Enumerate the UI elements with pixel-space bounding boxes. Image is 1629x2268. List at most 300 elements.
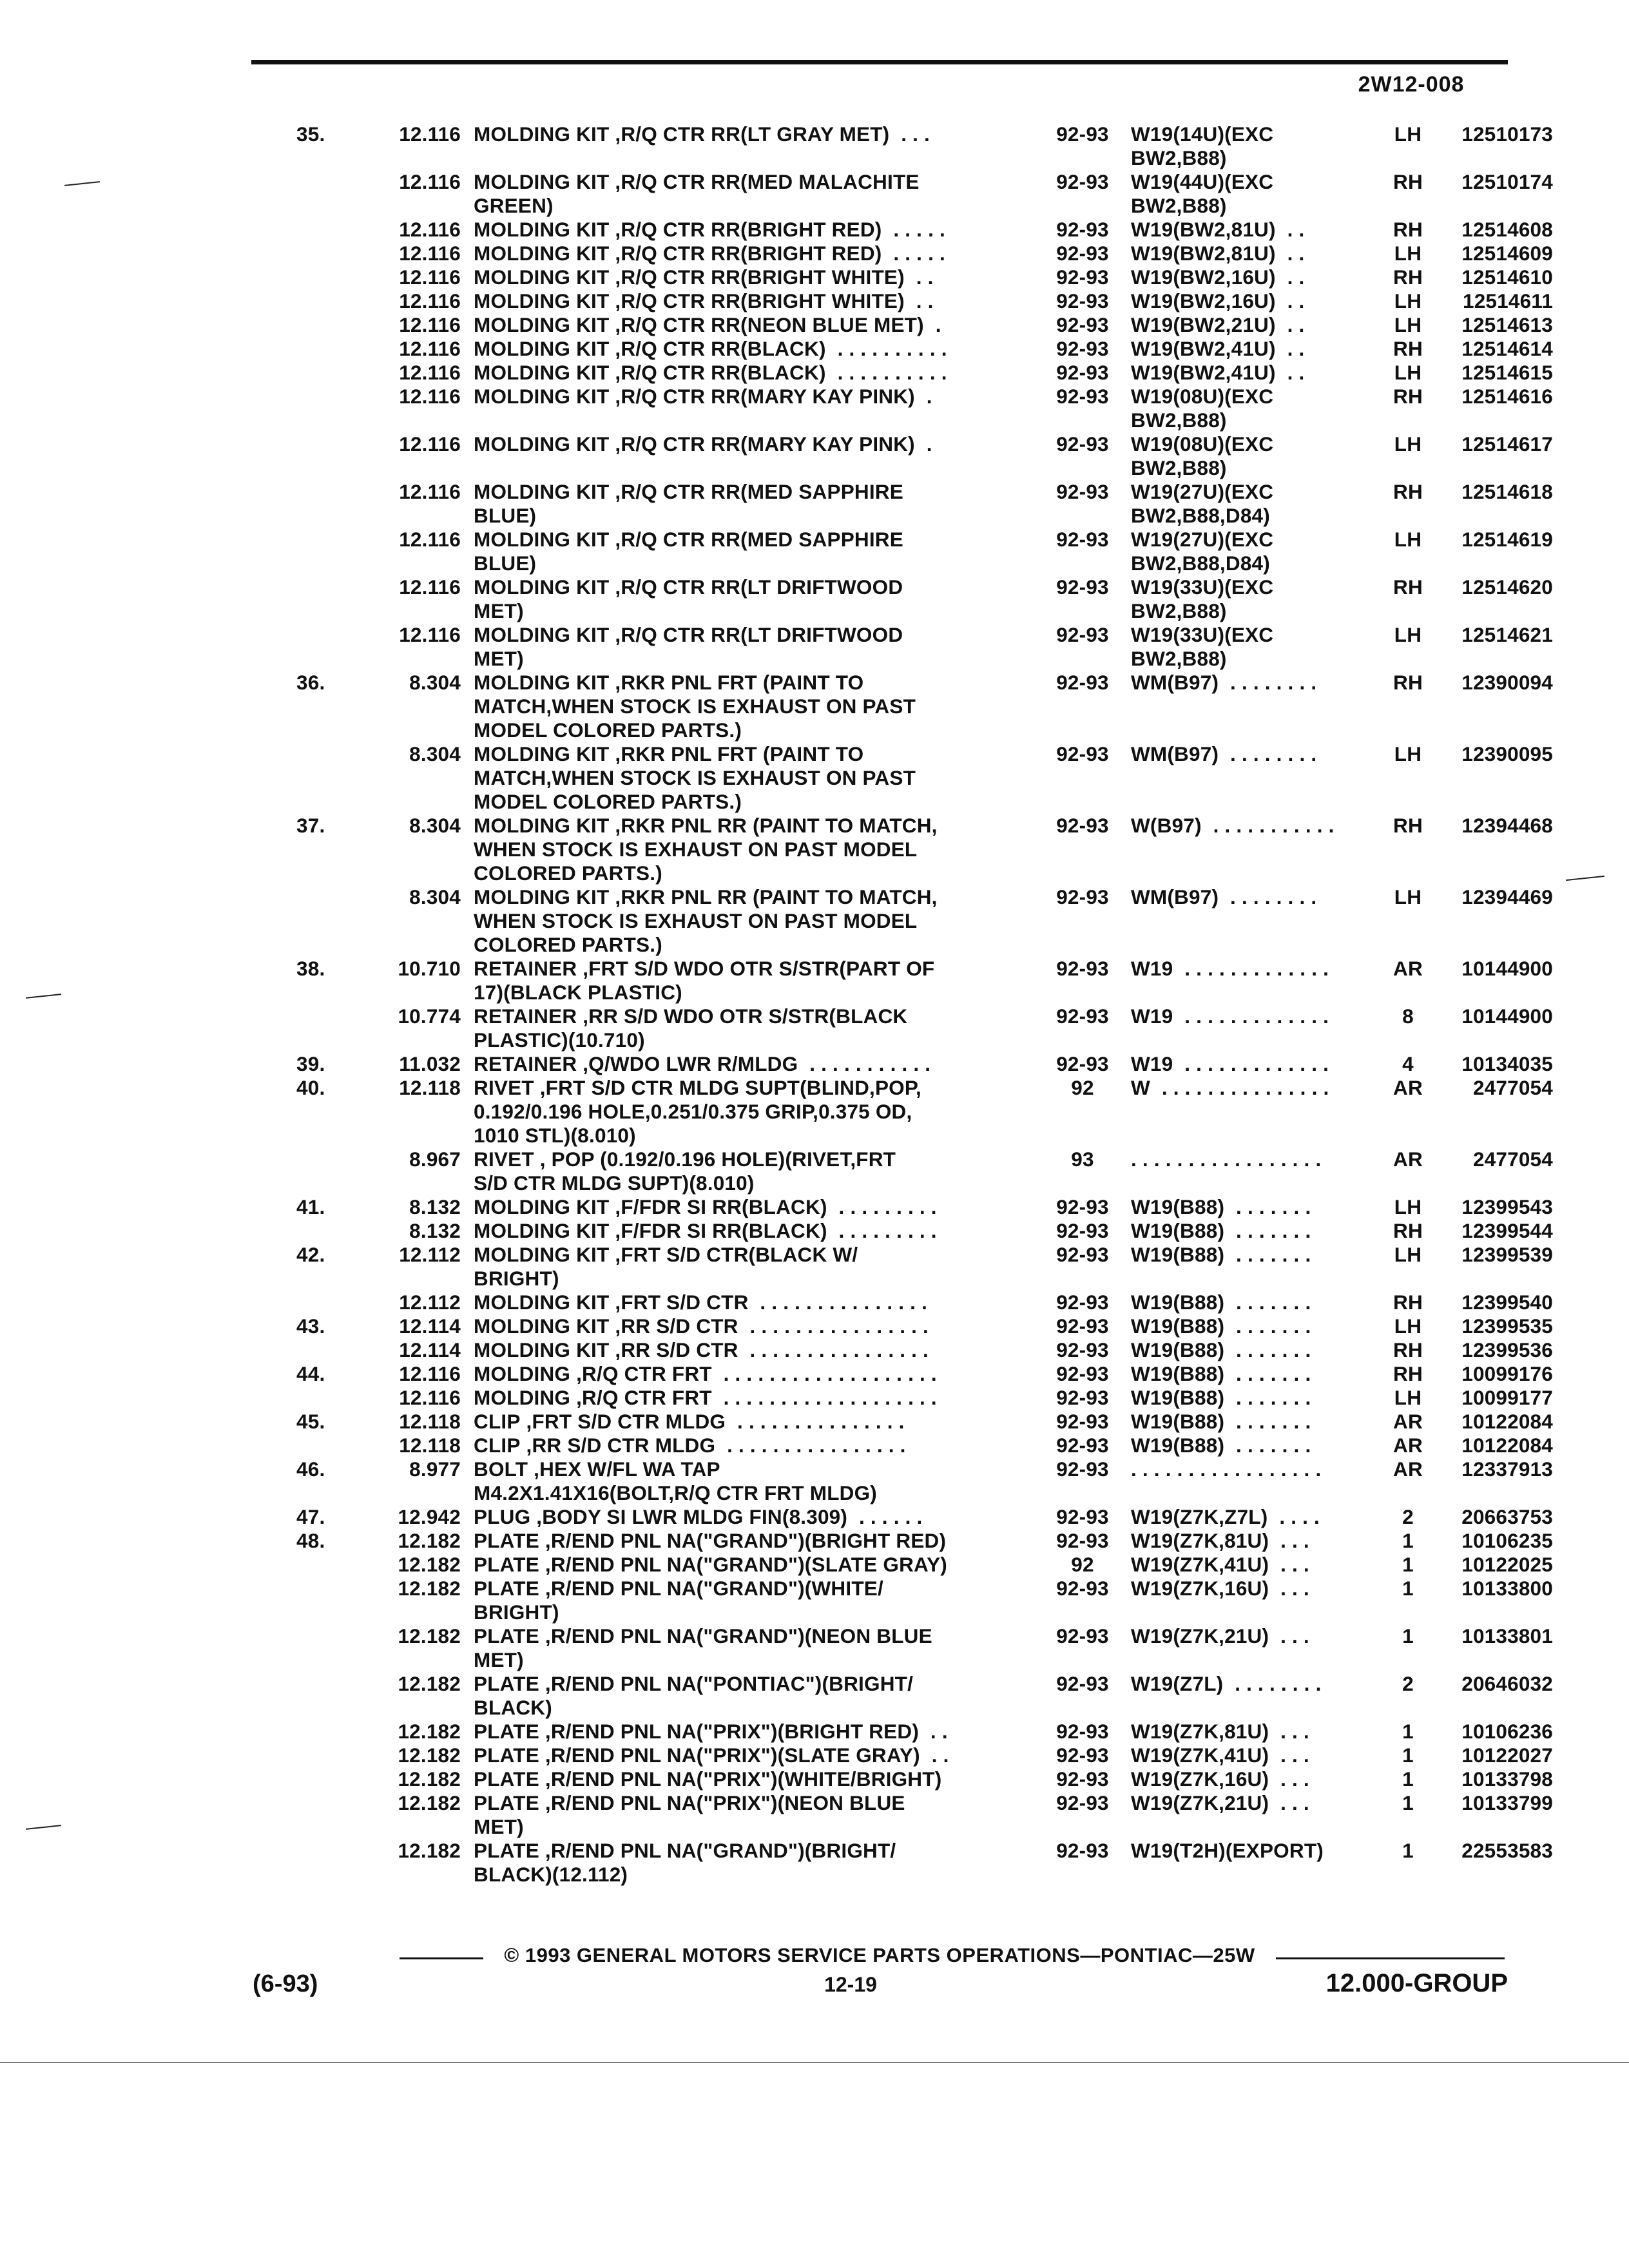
- model-usage: WM(B97) . . . . . . . .: [1131, 742, 1317, 765]
- table-row: [293, 361, 1553, 385]
- part-keyword: MOLDING KIT: [474, 885, 610, 908]
- part-number: 12514614: [1461, 337, 1553, 360]
- part-number: 12514621: [1461, 623, 1553, 646]
- part-keyword: PLATE: [474, 1672, 539, 1695]
- part-detail: ,R/Q CTR RR(LT GRAY MET) . . .: [609, 122, 930, 146]
- quantity-or-side: AR: [1393, 1457, 1423, 1481]
- part-detail: ,Q/WDO LWR R/MLDG . . . . . . . . . . .: [577, 1052, 931, 1075]
- model-years: 92-93: [1056, 957, 1109, 980]
- part-description: [474, 671, 1034, 742]
- model-usage: W . . . . . . . . . . . . . . .: [1131, 1076, 1329, 1099]
- model-years: 92-93: [1056, 1529, 1109, 1552]
- item-ref-number: [293, 1434, 371, 1457]
- group-number: 12.182: [398, 1529, 461, 1552]
- part-description: [474, 575, 1034, 623]
- model-years: 92-93: [1056, 1291, 1109, 1314]
- group-number: 8.304: [409, 742, 461, 765]
- part-detail: ,FRT S/D CTR MLDG SUPT(BLIND,POP, 0.192/0.196 HOLE,0.251/0.375 GRIP,0.375 OD, 1010 STL)(8.010): [474, 1076, 921, 1147]
- part-detail: ,F/FDR SI RR(BLACK) . . . . . . . . .: [609, 1195, 937, 1218]
- item-ref-number: 47.: [296, 1505, 325, 1528]
- item-ref-number: [293, 742, 371, 814]
- table-row: [293, 1386, 1553, 1410]
- margin-mark: [1566, 876, 1605, 881]
- part-description: [474, 1052, 1034, 1076]
- part-number: 12399535: [1461, 1314, 1553, 1338]
- group-number: 12.182: [398, 1672, 461, 1695]
- model-usage: W19(08U)(EXC BW2,B88): [1131, 385, 1274, 432]
- part-keyword: MOLDING: [474, 1386, 571, 1409]
- part-description: [474, 1076, 1034, 1148]
- model-usage: WM(B97) . . . . . . . .: [1131, 885, 1317, 908]
- model-years: 92-93: [1056, 242, 1109, 265]
- part-description: [474, 265, 1034, 289]
- table-row: [293, 1744, 1553, 1767]
- part-number: 12399539: [1461, 1243, 1553, 1266]
- item-ref-number: [293, 218, 371, 242]
- part-description: [474, 1148, 1034, 1195]
- model-years: 92-93: [1056, 385, 1109, 408]
- part-keyword: MOLDING KIT: [474, 814, 610, 837]
- part-keyword: PLATE: [474, 1529, 539, 1552]
- model-usage: W19(B88) . . . . . . .: [1131, 1386, 1311, 1409]
- part-description: [474, 1457, 1034, 1505]
- part-keyword: PLATE: [474, 1720, 539, 1743]
- quantity-or-side: RH: [1393, 1362, 1423, 1385]
- group-number: 8.967: [409, 1148, 461, 1171]
- item-ref-number: [293, 1720, 371, 1744]
- table-row: [293, 528, 1553, 575]
- part-detail: ,R/Q CTR RR(BRIGHT WHITE) . .: [609, 289, 934, 312]
- quantity-or-side: 1: [1402, 1553, 1414, 1576]
- item-ref-number: [293, 1577, 371, 1624]
- model-usage: W19(Z7L) . . . . . . . .: [1131, 1672, 1322, 1695]
- part-number: 10133799: [1461, 1791, 1553, 1814]
- part-keyword: RETAINER: [474, 1004, 577, 1028]
- table-row: [293, 480, 1553, 528]
- group-number: 8.304: [409, 814, 461, 837]
- part-number: 12514608: [1461, 218, 1553, 241]
- table-row: [293, 671, 1553, 742]
- part-keyword: MOLDING: [474, 1362, 571, 1385]
- part-keyword: MOLDING KIT: [474, 742, 610, 765]
- part-number: 10122084: [1461, 1434, 1553, 1457]
- table-row: [293, 1553, 1553, 1577]
- part-keyword: MOLDING KIT: [474, 385, 610, 408]
- item-ref-number: 48.: [296, 1529, 325, 1552]
- part-description: [474, 432, 1034, 480]
- table-row: [293, 1338, 1553, 1362]
- quantity-or-side: LH: [1394, 361, 1422, 384]
- model-usage: W19(BW2,81U) . .: [1131, 218, 1305, 241]
- item-ref-number: 42.: [296, 1243, 325, 1266]
- part-number: 12390094: [1461, 671, 1553, 694]
- model-years: 92-93: [1056, 1195, 1109, 1218]
- group-number: 12.116: [399, 265, 461, 289]
- item-ref-number: [293, 1386, 371, 1410]
- table-row: [293, 313, 1553, 337]
- part-keyword: MOLDING KIT: [474, 1219, 610, 1242]
- part-description: [474, 1314, 1034, 1338]
- group-number: 10.710: [398, 957, 461, 980]
- item-ref-number: 37.: [296, 814, 325, 837]
- part-description: [474, 1410, 1034, 1434]
- part-keyword: MOLDING KIT: [474, 671, 610, 694]
- part-number: 12514616: [1461, 385, 1553, 408]
- part-description: [474, 1767, 1034, 1791]
- quantity-or-side: 1: [1402, 1839, 1414, 1862]
- part-description: [474, 623, 1034, 671]
- model-years: 92: [1071, 1553, 1094, 1576]
- table-row: [293, 1314, 1553, 1338]
- group-number: 8.132: [409, 1219, 461, 1242]
- part-number: 12399543: [1461, 1195, 1553, 1218]
- part-number: 10106235: [1461, 1529, 1553, 1552]
- group-number: 12.116: [399, 480, 461, 503]
- part-description: [474, 313, 1034, 337]
- group-number: 12.116: [399, 623, 461, 646]
- revision-date: (6-93): [253, 1970, 318, 1997]
- part-keyword: MOLDING KIT: [474, 361, 610, 384]
- copyright-notice: © 1993 GENERAL MOTORS SERVICE PARTS OPERATIONS—PONTIAC—25W: [504, 1944, 1255, 1966]
- part-detail: ,RKR PNL RR (PAINT TO MATCH, WHEN STOCK IS EXHAUST ON PAST MODEL COLORED PARTS.): [474, 885, 938, 956]
- table-row: [293, 885, 1553, 957]
- group-number: 11.032: [399, 1052, 461, 1075]
- part-detail: ,R/Q CTR RR(MED SAPPHIRE BLUE): [474, 480, 903, 527]
- table-row: [293, 742, 1553, 814]
- part-keyword: BOLT: [474, 1457, 528, 1481]
- part-number: 22553583: [1461, 1839, 1553, 1862]
- part-number: 12514610: [1461, 265, 1553, 289]
- quantity-or-side: RH: [1393, 1291, 1423, 1314]
- part-number: 10122084: [1461, 1410, 1553, 1433]
- model-usage: W19(BW2,81U) . .: [1131, 242, 1305, 265]
- quantity-or-side: RH: [1393, 575, 1423, 599]
- table-row: [293, 814, 1553, 885]
- group-number: 12.182: [398, 1720, 461, 1743]
- part-detail: ,HEX W/FL WA TAP M4.2X1.41X16(BOLT,R/Q CTR FRT MLDG): [474, 1457, 877, 1504]
- model-usage: W19(33U)(EXC BW2,B88): [1131, 575, 1274, 622]
- model-years: 92-93: [1056, 1624, 1109, 1648]
- part-detail: ,RKR PNL RR (PAINT TO MATCH, WHEN STOCK IS EXHAUST ON PAST MODEL COLORED PARTS.): [474, 814, 938, 885]
- model-usage: W19(B88) . . . . . . .: [1131, 1362, 1311, 1385]
- part-keyword: PLATE: [474, 1624, 539, 1648]
- part-number: 20663753: [1461, 1505, 1553, 1528]
- quantity-or-side: 1: [1402, 1529, 1414, 1552]
- item-ref-number: 45.: [296, 1410, 325, 1433]
- model-years: 92-93: [1056, 1004, 1109, 1028]
- model-years: 92-93: [1056, 1362, 1109, 1385]
- model-years: 92-93: [1056, 1410, 1109, 1433]
- footer-rule-right: [1276, 1957, 1505, 1959]
- quantity-or-side: RH: [1393, 337, 1423, 360]
- part-keyword: PLATE: [474, 1839, 539, 1862]
- table-row: [293, 265, 1553, 289]
- part-keyword: MOLDING KIT: [474, 528, 610, 551]
- part-description: [474, 1553, 1034, 1577]
- table-row: [293, 1577, 1553, 1624]
- group-number: 12.112: [399, 1243, 461, 1266]
- quantity-or-side: 1: [1402, 1767, 1414, 1791]
- item-ref-number: [293, 313, 371, 337]
- quantity-or-side: RH: [1393, 480, 1423, 503]
- table-row: [293, 218, 1553, 242]
- item-ref-number: [293, 1004, 371, 1052]
- quantity-or-side: 1: [1402, 1577, 1414, 1600]
- part-keyword: MOLDING KIT: [474, 432, 610, 456]
- table-row: [293, 1767, 1553, 1791]
- group-number: 8.304: [409, 885, 461, 908]
- model-usage: W19(Z7K,Z7L) . . . .: [1131, 1505, 1320, 1528]
- group-number: 12.116: [399, 313, 461, 336]
- item-ref-number: 38.: [296, 957, 325, 980]
- part-number: 10099177: [1461, 1386, 1553, 1409]
- model-usage: W19(B88) . . . . . . .: [1131, 1219, 1311, 1242]
- group-number: 12.116: [399, 218, 461, 241]
- model-years: 92-93: [1056, 1791, 1109, 1814]
- group-number: 12.116: [399, 432, 461, 456]
- part-keyword: PLATE: [474, 1553, 539, 1576]
- part-description: [474, 1624, 1034, 1672]
- item-ref-number: [293, 1672, 371, 1720]
- part-detail: ,R/Q CTR RR(MED SAPPHIRE BLUE): [474, 528, 903, 575]
- model-usage: W19(B88) . . . . . . .: [1131, 1314, 1311, 1338]
- group-number: 12.116: [399, 337, 461, 360]
- part-keyword: MOLDING KIT: [474, 1314, 610, 1338]
- part-description: [474, 289, 1034, 313]
- part-number: 10122025: [1461, 1553, 1553, 1576]
- part-detail: ,R/Q CTR RR(BRIGHT RED) . . . . .: [609, 218, 945, 241]
- quantity-or-side: LH: [1394, 289, 1422, 312]
- item-ref-number: [293, 1839, 371, 1887]
- item-ref-number: [293, 1338, 371, 1362]
- model-usage: W19(Z7K,21U) . . .: [1131, 1791, 1309, 1814]
- part-keyword: MOLDING KIT: [474, 337, 610, 360]
- item-ref-number: [293, 361, 371, 385]
- table-row: [293, 1624, 1553, 1672]
- model-years: 92-93: [1056, 218, 1109, 241]
- part-description: [474, 122, 1034, 170]
- item-ref-number: [293, 1744, 371, 1767]
- part-keyword: PLATE: [474, 1767, 539, 1791]
- part-detail: , POP (0.192/0.196 HOLE)(RIVET,FRT S/D CTR MLDG SUPT)(8.010): [474, 1148, 896, 1195]
- item-ref-number: [293, 170, 371, 218]
- group-number: 12.182: [398, 1767, 461, 1791]
- table-row: [293, 1219, 1553, 1243]
- model-usage: W19(B88) . . . . . . .: [1131, 1195, 1311, 1218]
- table-row: [293, 1529, 1553, 1553]
- part-number: 12394469: [1461, 885, 1553, 908]
- item-ref-number: 40.: [296, 1076, 325, 1099]
- quantity-or-side: 1: [1402, 1791, 1414, 1814]
- part-detail: ,R/Q CTR RR(MED MALACHITE GREEN): [474, 170, 920, 217]
- model-usage: WM(B97) . . . . . . . .: [1131, 671, 1317, 694]
- part-keyword: MOLDING KIT: [474, 480, 610, 503]
- quantity-or-side: AR: [1393, 1434, 1423, 1457]
- part-keyword: MOLDING KIT: [474, 170, 610, 193]
- part-number: 12514609: [1461, 242, 1553, 265]
- part-detail: ,R/END PNL NA("GRAND")(BRIGHT RED): [539, 1529, 947, 1552]
- part-number: 12399544: [1461, 1219, 1553, 1242]
- part-detail: ,R/END PNL NA("GRAND")(SLATE GRAY): [539, 1553, 947, 1576]
- group-label: 12.000-GROUP: [1325, 1969, 1508, 1997]
- parts-table: [293, 122, 1553, 1887]
- part-keyword: RETAINER: [474, 1052, 577, 1075]
- model-usage: W19(Z7K,81U) . . .: [1131, 1720, 1309, 1743]
- part-detail: ,FRT S/D WDO OTR S/STR(PART OF 17)(BLACK PLASTIC): [474, 957, 935, 1004]
- top-rule: [251, 60, 1508, 64]
- group-number: 12.114: [399, 1314, 461, 1338]
- part-detail: ,R/END PNL NA("PRIX")(BRIGHT RED) . .: [539, 1720, 948, 1743]
- table-row: [293, 1434, 1553, 1457]
- part-number: 12510173: [1461, 122, 1553, 146]
- part-detail: ,FRT S/D CTR(BLACK W/ BRIGHT): [474, 1243, 858, 1290]
- model-years: 92-93: [1056, 1052, 1109, 1075]
- table-row: [293, 1839, 1553, 1887]
- quantity-or-side: LH: [1394, 242, 1422, 265]
- table-row: [293, 1148, 1553, 1195]
- part-detail: ,R/Q CTR FRT . . . . . . . . . . . . . . . . . . .: [570, 1362, 937, 1385]
- table-row: [293, 623, 1553, 671]
- quantity-or-side: LH: [1394, 122, 1422, 146]
- table-row: [293, 1505, 1553, 1529]
- quantity-or-side: LH: [1394, 1314, 1422, 1338]
- model-years: 92-93: [1056, 337, 1109, 360]
- model-years: 92-93: [1056, 432, 1109, 456]
- model-years: 92-93: [1056, 885, 1109, 908]
- table-row: [293, 575, 1553, 623]
- part-description: [474, 1362, 1034, 1386]
- model-usage: W19(08U)(EXC BW2,B88): [1131, 432, 1274, 479]
- part-detail: ,RKR PNL FRT (PAINT TO MATCH,WHEN STOCK IS EXHAUST ON PAST MODEL COLORED PARTS.): [474, 671, 916, 742]
- group-number: 8.304: [409, 671, 461, 694]
- group-number: 12.116: [399, 528, 461, 551]
- quantity-or-side: 2: [1402, 1672, 1414, 1695]
- group-number: 12.182: [398, 1839, 461, 1862]
- group-number: 12.116: [399, 242, 461, 265]
- model-years: 92-93: [1056, 1314, 1109, 1338]
- quantity-or-side: LH: [1394, 623, 1422, 646]
- part-detail: ,FRT S/D CTR MLDG . . . . . . . . . . . . . . .: [520, 1410, 905, 1433]
- table-row: [293, 1362, 1553, 1386]
- model-usage: W(B97) . . . . . . . . . . .: [1131, 814, 1335, 837]
- model-usage: W19(BW2,16U) . .: [1131, 265, 1305, 289]
- part-description: [474, 1195, 1034, 1219]
- part-detail: ,R/END PNL NA("PRIX")(WHITE/BRIGHT): [539, 1767, 942, 1791]
- quantity-or-side: AR: [1393, 957, 1423, 980]
- part-number: 12399536: [1461, 1338, 1553, 1361]
- model-years: 92-93: [1056, 1577, 1109, 1600]
- part-number: 10106236: [1461, 1720, 1553, 1743]
- quantity-or-side: LH: [1394, 742, 1422, 765]
- part-description: [474, 170, 1034, 218]
- model-usage: W19(B88) . . . . . . .: [1131, 1291, 1311, 1314]
- part-keyword: RIVET: [474, 1076, 534, 1099]
- part-detail: ,R/Q CTR RR(LT DRIFTWOOD MET): [474, 623, 903, 670]
- item-ref-number: [293, 885, 371, 957]
- model-usage: W19(Z7K,16U) . . .: [1131, 1577, 1309, 1600]
- part-description: [474, 1386, 1034, 1410]
- part-number: 2477054: [1472, 1076, 1553, 1099]
- part-description: [474, 385, 1034, 432]
- part-keyword: PLATE: [474, 1577, 539, 1600]
- part-keyword: MOLDING KIT: [474, 122, 610, 146]
- part-number: 12514611: [1462, 289, 1553, 312]
- item-ref-number: [293, 242, 371, 265]
- scan-edge-line: [0, 2062, 1629, 2063]
- part-detail: ,R/Q CTR RR(BRIGHT RED) . . . . .: [609, 242, 945, 265]
- quantity-or-side: LH: [1394, 1243, 1422, 1266]
- part-detail: ,R/END PNL NA("GRAND")(NEON BLUE MET): [474, 1624, 932, 1671]
- part-number: 12394468: [1461, 814, 1553, 837]
- model-years: 92-93: [1056, 575, 1109, 599]
- quantity-or-side: 2: [1402, 1505, 1414, 1528]
- quantity-or-side: LH: [1394, 885, 1422, 908]
- item-ref-number: 41.: [296, 1195, 325, 1218]
- part-description: [474, 1291, 1034, 1314]
- part-description: [474, 1839, 1034, 1887]
- part-description: [474, 218, 1034, 242]
- part-detail: ,R/END PNL NA("PONTIAC")(BRIGHT/ BLACK): [474, 1672, 914, 1719]
- item-ref-number: [293, 385, 371, 432]
- quantity-or-side: LH: [1394, 1195, 1422, 1218]
- part-number: 12399540: [1461, 1291, 1553, 1314]
- part-detail: ,FRT S/D CTR . . . . . . . . . . . . . . .: [609, 1291, 928, 1314]
- quantity-or-side: LH: [1394, 432, 1422, 456]
- part-description: [474, 1744, 1034, 1767]
- item-ref-number: [293, 623, 371, 671]
- model-years: 92-93: [1056, 1434, 1109, 1457]
- part-number: 10122027: [1461, 1744, 1553, 1767]
- part-detail: ,R/END PNL NA("PRIX")(SLATE GRAY) . .: [539, 1744, 949, 1767]
- part-number: 12514619: [1461, 528, 1553, 551]
- quantity-or-side: AR: [1393, 1410, 1423, 1433]
- part-number: 12390095: [1461, 742, 1553, 765]
- table-row: [293, 289, 1553, 313]
- model-years: 92-93: [1056, 1457, 1109, 1481]
- model-usage: W19(27U)(EXC BW2,B88,D84): [1131, 528, 1274, 575]
- model-years: 92-93: [1056, 742, 1109, 765]
- part-number: 10099176: [1461, 1362, 1553, 1385]
- quantity-or-side: RH: [1393, 671, 1423, 694]
- item-ref-number: [293, 337, 371, 361]
- margin-mark: [26, 1825, 61, 1830]
- table-row: [293, 170, 1553, 218]
- group-number: 12.182: [398, 1744, 461, 1767]
- part-description: [474, 1672, 1034, 1720]
- quantity-or-side: RH: [1393, 170, 1423, 193]
- part-number: 10144900: [1461, 957, 1553, 980]
- model-usage: W19(Z7K,81U) . . .: [1131, 1529, 1309, 1552]
- item-ref-number: [293, 265, 371, 289]
- part-description: [474, 361, 1034, 385]
- part-number: 12514620: [1461, 575, 1553, 599]
- model-years: 92-93: [1056, 313, 1109, 336]
- item-ref-number: [293, 1553, 371, 1577]
- group-number: 12.118: [399, 1076, 461, 1099]
- model-years: 92-93: [1056, 361, 1109, 384]
- part-number: 10133798: [1461, 1767, 1553, 1791]
- part-description: [474, 242, 1034, 265]
- part-keyword: RETAINER: [474, 957, 577, 980]
- part-detail: ,R/Q CTR RR(BLACK) . . . . . . . . . .: [609, 337, 947, 360]
- part-keyword: MOLDING KIT: [474, 1291, 610, 1314]
- part-number: 12510174: [1461, 170, 1553, 193]
- part-number: 12514618: [1461, 480, 1553, 503]
- part-description: [474, 1219, 1034, 1243]
- part-description: [474, 1577, 1034, 1624]
- quantity-or-side: 1: [1402, 1720, 1414, 1743]
- model-years: 92-93: [1056, 1338, 1109, 1361]
